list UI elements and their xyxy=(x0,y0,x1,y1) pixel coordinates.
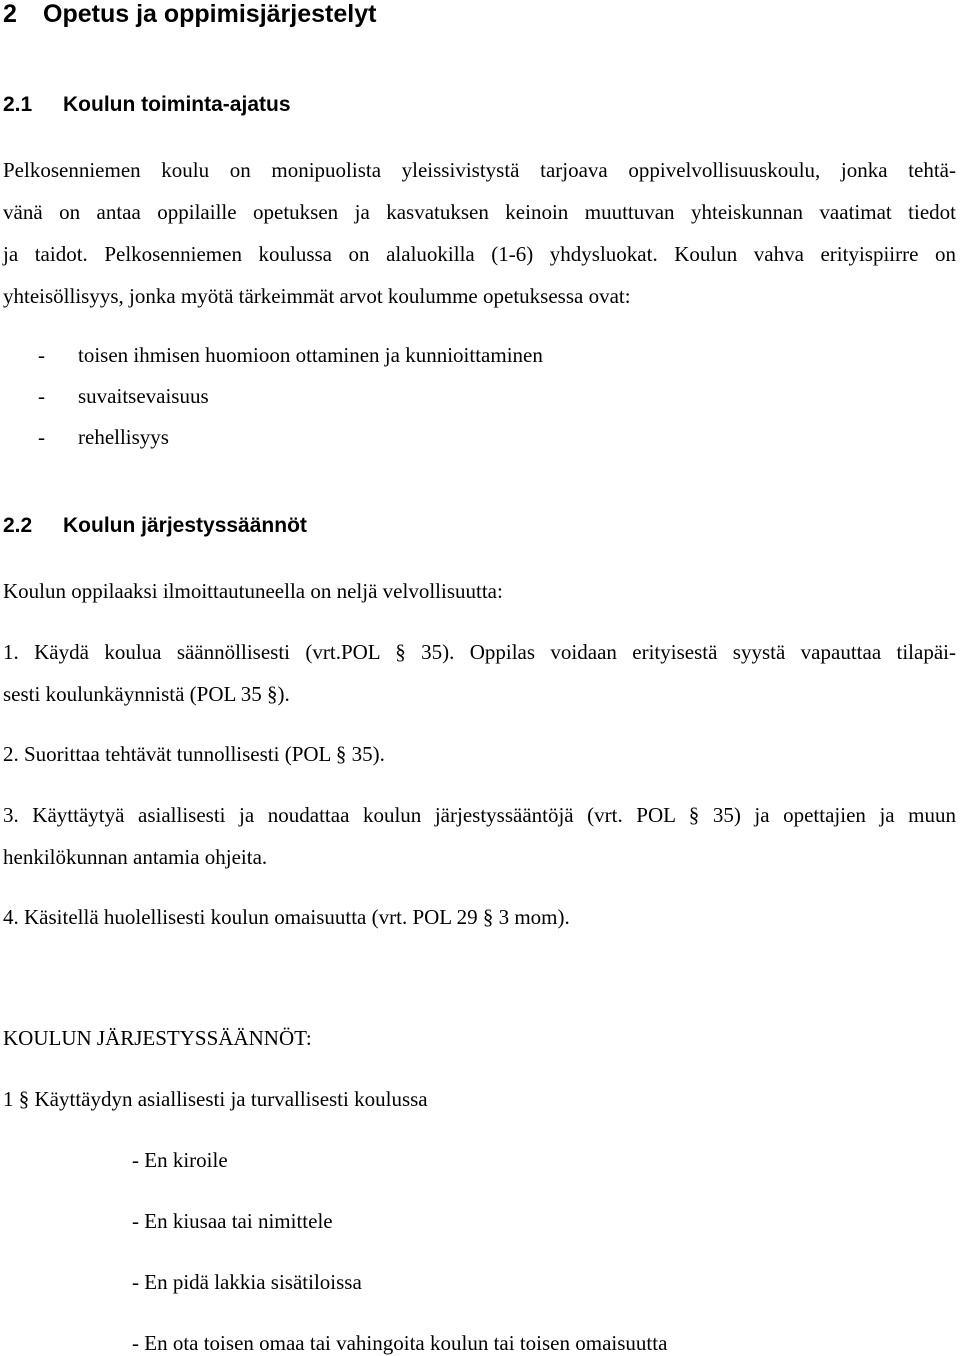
duty-2: 2. Suorittaa tehtävät tunnollisesti (POL § 35). xyxy=(3,742,385,766)
bullet-dash: - xyxy=(38,343,45,367)
section-2-2-heading xyxy=(3,514,307,538)
list-item: - suvaitsevaisuus xyxy=(38,384,209,408)
duty-1-line: 1. Käydä koulua säännöllisesti (vrt.POL § 35). Oppilas voidaan erityisestä syystä vapauttaa tilapäi- xyxy=(3,640,956,664)
duty-4: 4. Käsitellä huolellisesti koulun omaisuutta (vrt. POL 29 § 3 mom). xyxy=(3,905,570,929)
list-item: - En ota toisen omaa tai vahingoita koulun tai toisen omaisuutta xyxy=(132,1331,668,1355)
duties-intro: Koulun oppilaaksi ilmoittautuneella on neljä velvollisuutta: xyxy=(3,579,503,603)
section-2-1-heading xyxy=(3,93,291,117)
paragraph-line: vänä on antaa oppilaille opetuksen ja kasvatuksen keinoin muuttuvan yhteiskunnan vaatimat tiedot xyxy=(3,200,956,224)
section-number: 2 xyxy=(3,0,17,28)
paragraph-line: yhteisöllisyys, jonka myötä tärkeimmät arvot koulumme opetuksessa ovat: xyxy=(3,284,631,308)
section-number: 2.1 xyxy=(3,93,33,116)
section-title: Koulun järjestyssäännöt xyxy=(63,514,307,537)
rules-heading: KOULUN JÄRJESTYSSÄÄNNÖT: xyxy=(3,1026,312,1050)
rule-1: 1 § Käyttäydyn asiallisesti ja turvallisesti koulussa xyxy=(3,1087,428,1111)
bullet-dash: - xyxy=(38,384,45,408)
list-item: - rehellisyys xyxy=(38,425,169,449)
section-2-heading xyxy=(3,0,376,29)
duty-1-line: sesti koulunkäynnistä (POL 35 §). xyxy=(3,682,290,706)
list-item: - toisen ihmisen huomioon ottaminen ja kunnioittaminen xyxy=(38,343,543,367)
paragraph-line: Pelkosenniemen koulu on monipuolista yleissivistystä tarjoava oppivelvollisuuskoulu, jonka tehtä- xyxy=(3,158,956,182)
duty-3-line: henkilökunnan antamia ohjeita. xyxy=(3,845,268,869)
section-number: 2.2 xyxy=(3,514,33,537)
paragraph-line: ja taidot. Pelkosenniemen koulussa on alaluokilla (1-6) yhdysluokat. Koulun vahva erityispiirre on xyxy=(3,242,956,266)
list-item: - En pidä lakkia sisätiloissa xyxy=(132,1270,362,1294)
bullet-dash: - xyxy=(38,425,45,449)
duty-3-line: 3. Käyttäytyä asiallisesti ja noudattaa koulun järjestyssääntöjä (vrt. POL § 35) ja opettajien ja muun xyxy=(3,803,956,827)
section-title: Opetus ja oppimisjärjestelyt xyxy=(43,0,377,28)
section-title: Koulun toiminta-ajatus xyxy=(63,93,291,116)
list-item: - En kiroile xyxy=(132,1148,228,1172)
list-item: - En kiusaa tai nimittele xyxy=(132,1209,333,1233)
